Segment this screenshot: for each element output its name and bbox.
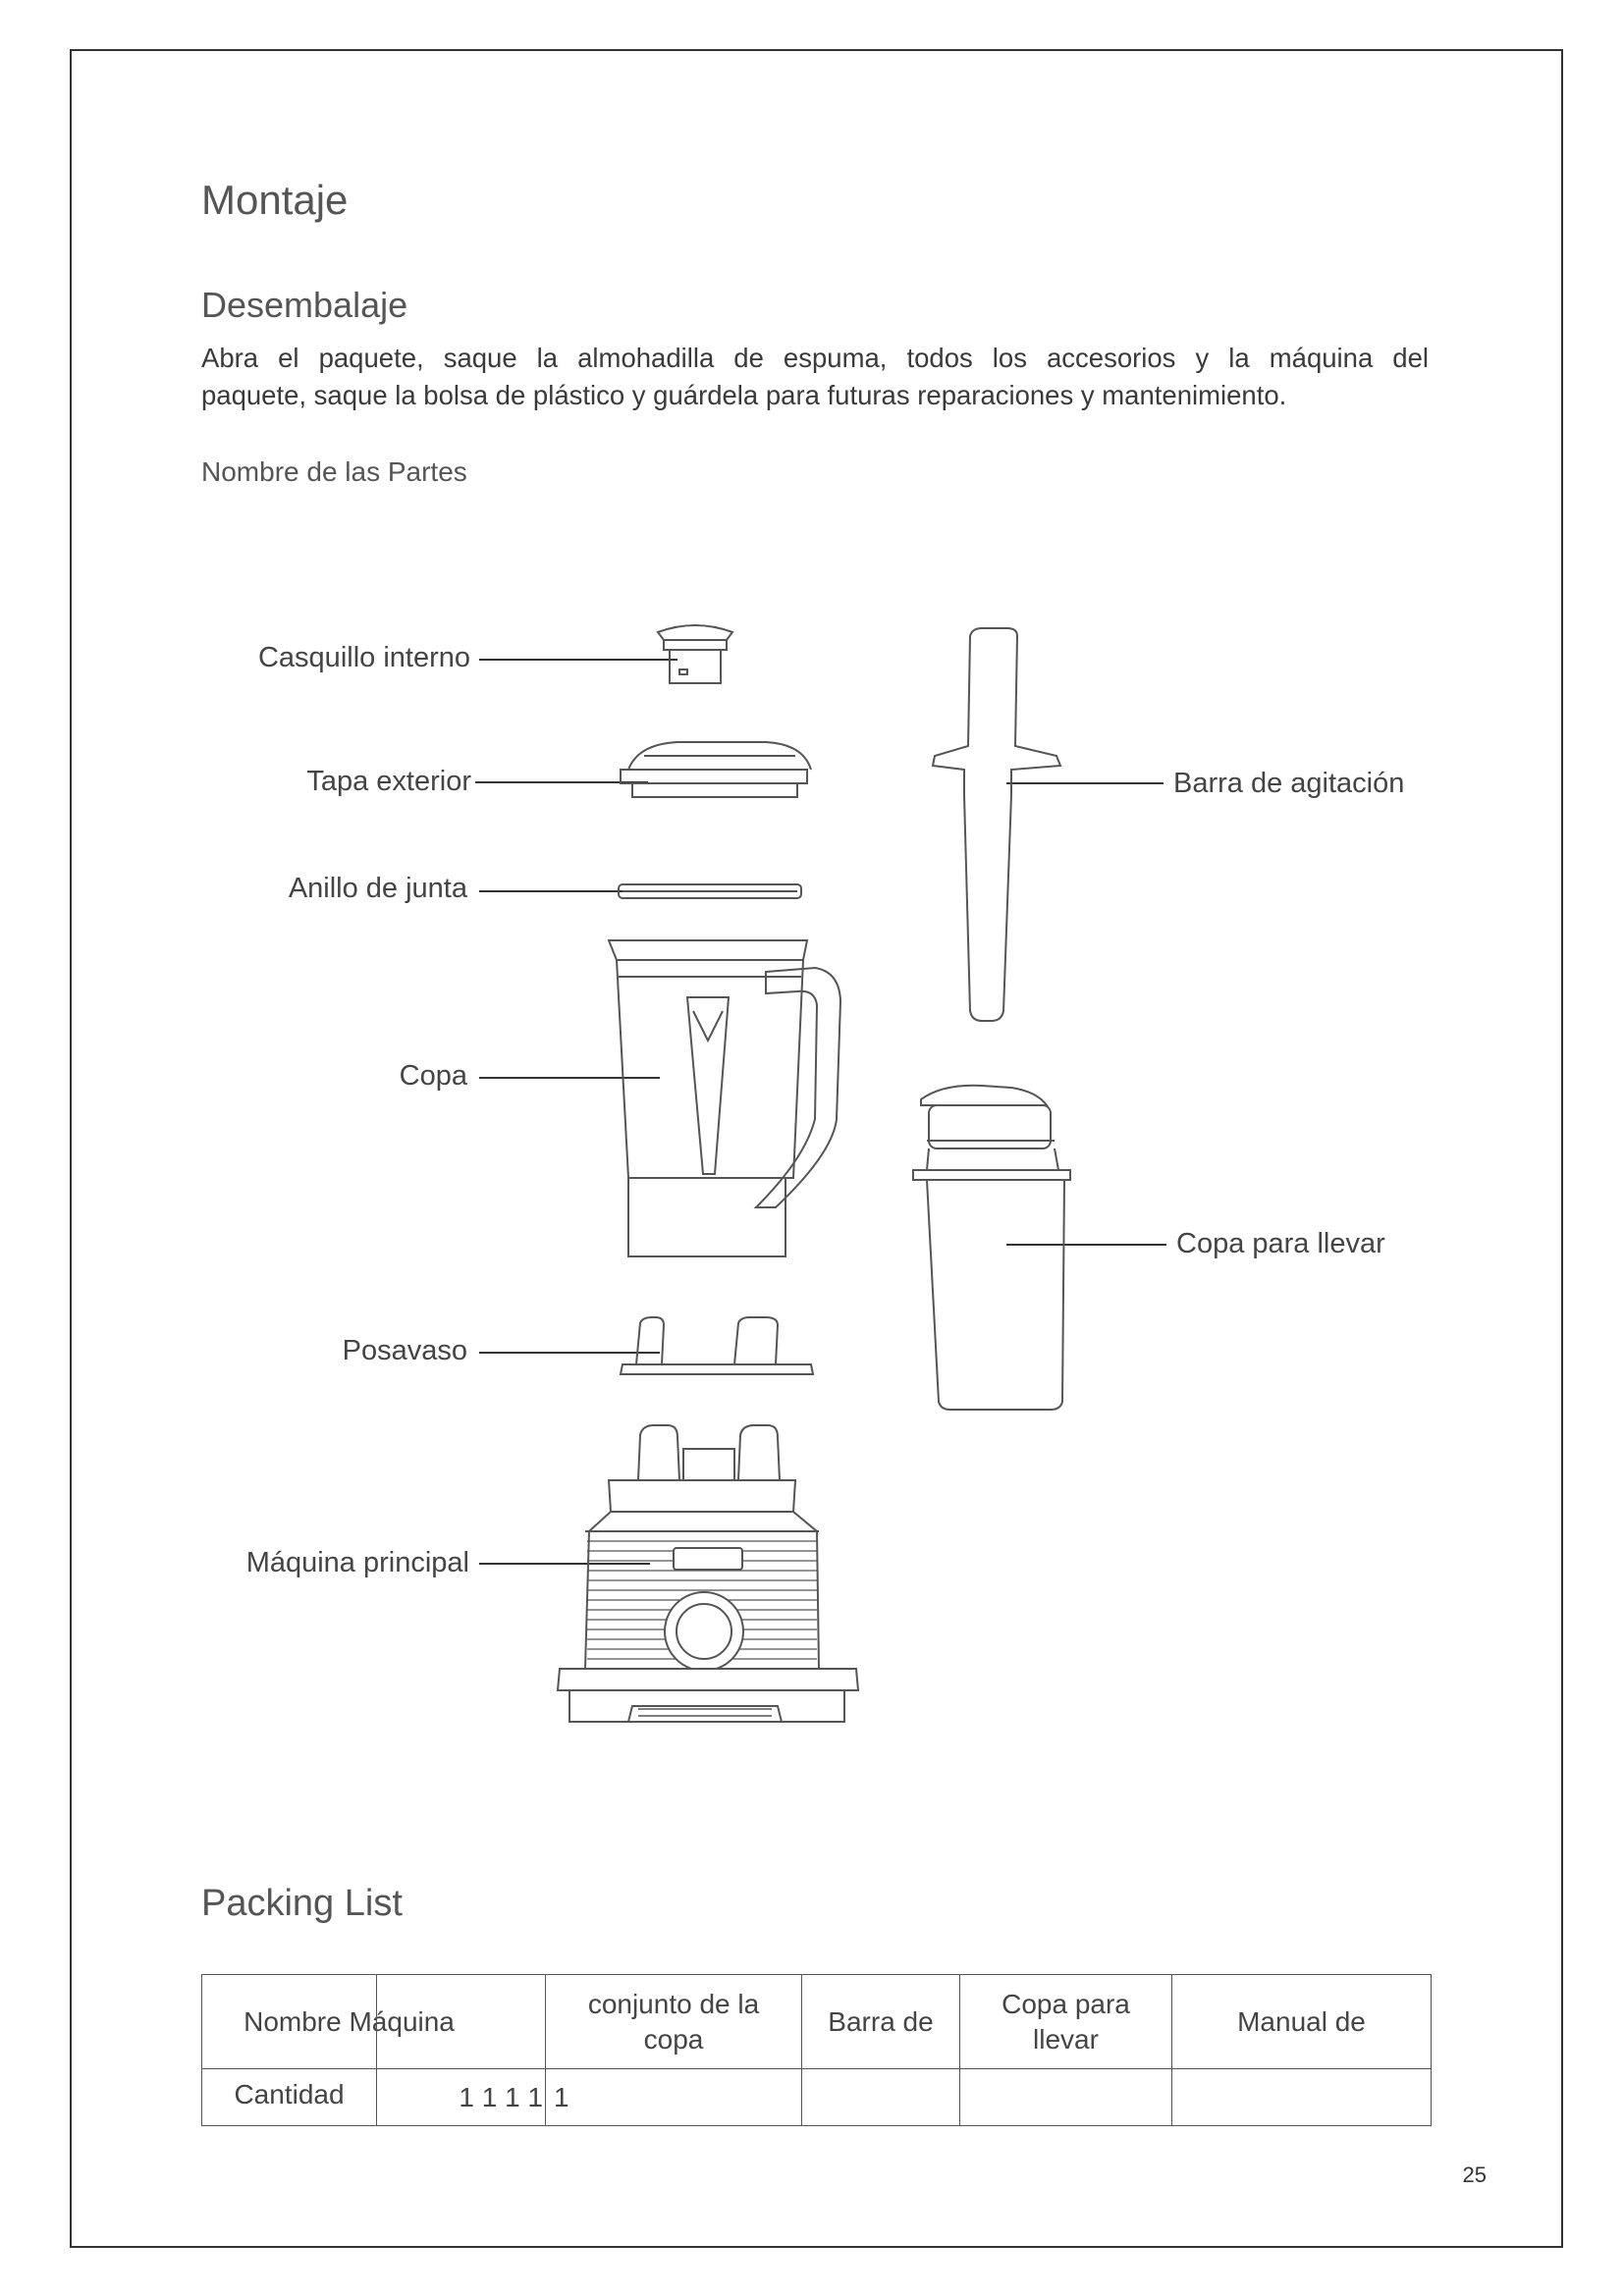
- quantity-empty-3: [1172, 2069, 1432, 2126]
- unpacking-heading: Desembalaje: [201, 285, 408, 325]
- travel-cup-icon: [913, 1086, 1070, 1410]
- header-manual: Manual de: [1172, 1975, 1432, 2069]
- header-cup-set: conjunto de la copa: [546, 1975, 802, 2069]
- page-number: 25: [1462, 2163, 1487, 2187]
- label-tamper: Barra de agitación: [1173, 768, 1405, 799]
- label-coaster: Posavaso: [342, 1335, 467, 1366]
- row-label-quantity: Cantidad: [202, 2069, 377, 2126]
- header-machine: [202, 1975, 546, 2069]
- jar-icon: [609, 940, 840, 1256]
- coaster-icon: [621, 1317, 813, 1374]
- table-header-row: [202, 1975, 1432, 2069]
- label-outer-lid: Tapa exterior: [306, 766, 471, 797]
- page-title: Montaje: [201, 177, 349, 223]
- quantity-empty-1: [802, 2069, 960, 2126]
- quantity-values: 1 1 1 1: [377, 2069, 546, 2126]
- label-travel-cup: Copa para llevar: [1176, 1228, 1385, 1259]
- table-column-divider: [376, 1974, 377, 2125]
- seal-ring-icon: [619, 884, 801, 898]
- quantity-empty-2: [960, 2069, 1172, 2126]
- quantity-last: 1: [546, 2069, 802, 2126]
- header-machine-text: Nombre Máquina: [244, 2005, 455, 2037]
- header-travel-cup: Copa para llevar: [960, 1975, 1172, 2069]
- header-stir-bar: Barra de: [802, 1975, 960, 2069]
- label-main-unit: Máquina principal: [245, 1547, 469, 1578]
- table-row: [202, 2069, 1432, 2126]
- unpacking-line-2: paquete, saque la bolsa de plástico y guárdela para futuras reparaciones y mantenimiento.: [201, 380, 1287, 410]
- tamper-icon: [933, 628, 1060, 1021]
- packing-list-heading: Packing List: [201, 1883, 403, 1924]
- inner-cap-icon: [658, 625, 732, 683]
- packing-list-table: [201, 1974, 1432, 2126]
- label-jar: Copa: [399, 1060, 467, 1092]
- outer-lid-icon: [621, 742, 811, 797]
- main-unit-icon: [558, 1425, 858, 1722]
- label-inner-cap: Casquillo interno: [257, 642, 470, 673]
- parts-heading: Nombre de las Partes: [201, 456, 467, 487]
- leader-lines: [475, 660, 1166, 1564]
- unpacking-line-1: Abra el paquete, saque la almohadilla de espuma, todos los accesorios y la máquina del: [201, 343, 1429, 373]
- label-seal-ring: Anillo de junta: [288, 873, 467, 904]
